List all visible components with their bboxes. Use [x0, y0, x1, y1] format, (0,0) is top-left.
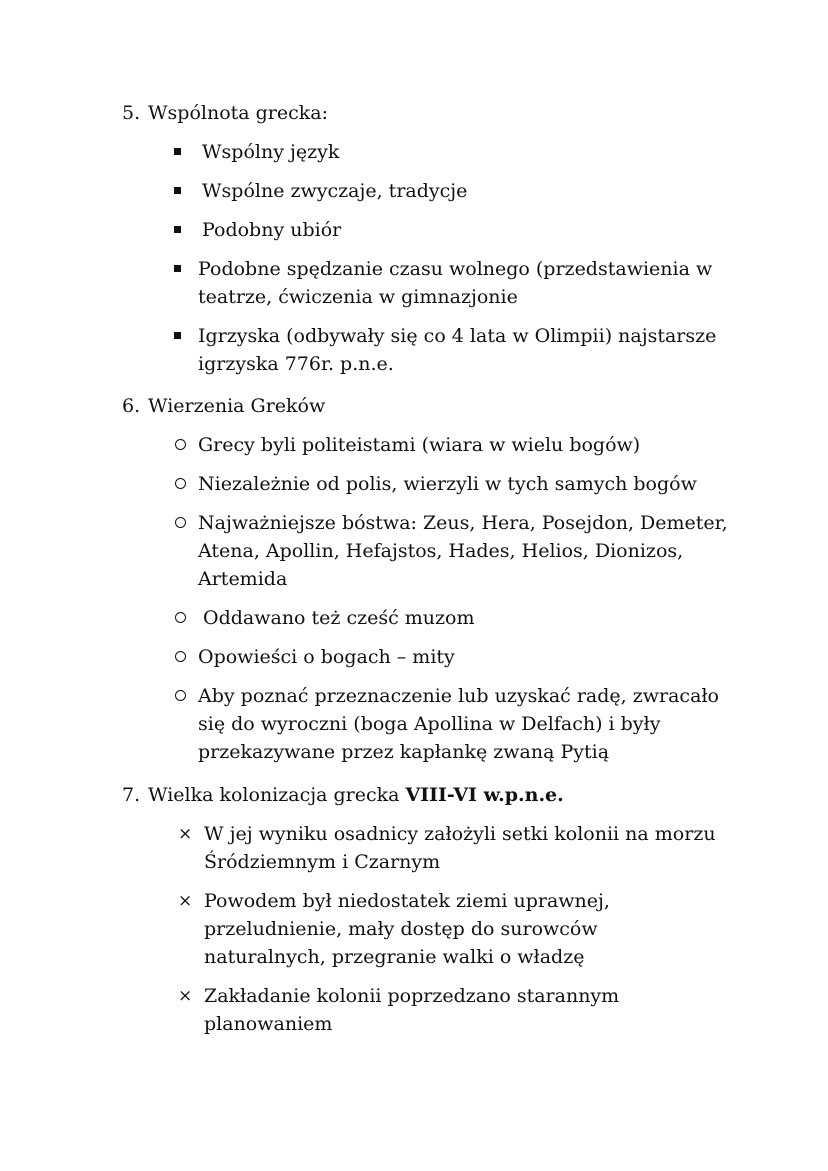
- list-item: [122, 509, 728, 593]
- section-title: Wierzenia Greków: [148, 395, 326, 417]
- section-number: 7.: [122, 784, 141, 806]
- list-item: [122, 138, 742, 166]
- circle-bullet-icon: [175, 682, 186, 710]
- bullet-list: [122, 138, 742, 378]
- square-bullet-icon: [174, 177, 181, 205]
- section-heading: [122, 781, 742, 809]
- section-title: Wspólnota grecka:: [148, 102, 329, 124]
- circle-bullet-icon: [175, 604, 186, 632]
- list-item: [122, 177, 742, 205]
- list-item: [122, 982, 634, 1038]
- cross-bullet-icon: ×: [178, 891, 193, 911]
- bullet-list: [122, 820, 742, 1038]
- cross-bullet-icon: ×: [178, 986, 193, 1006]
- list-item-text: Aby poznać przeznaczenie lub uzyskać radę, zwracało się do wyroczni (boga Apollina w Delfach) i były przekazywane przez kapłankę zwaną Pytią: [198, 685, 719, 763]
- list-item-text: Niezależnie od polis, wierzyli w tych samych bogów: [198, 473, 697, 495]
- section-heading: [122, 99, 742, 127]
- list-item-text: Podobne spędzanie czasu wolnego (przedstawienia w teatrze, ćwiczenia w gimnazjonie: [198, 258, 713, 308]
- list-item: [122, 643, 742, 671]
- list-item: [122, 431, 742, 459]
- list-item-text: Grecy byli politeistami (wiara w wielu bogów): [198, 434, 641, 456]
- list-item-text: Wspólne zwyczaje, tradycje: [202, 180, 468, 202]
- square-bullet-icon: [174, 216, 181, 244]
- square-bullet-icon: [174, 322, 181, 350]
- section-title: Wielka kolonizacja grecka: [148, 784, 400, 806]
- list-item: [122, 470, 742, 498]
- section-title-dates: VIII-VI w.p.n.e.: [405, 784, 564, 806]
- list-item: [122, 255, 728, 311]
- list-item-text: Igrzyska (odbywały się co 4 lata w Olimpii) najstarsze igrzyska 776r. p.n.e.: [198, 325, 717, 375]
- square-bullet-icon: [174, 138, 181, 166]
- list-item: [122, 216, 742, 244]
- square-bullet-icon: [174, 255, 181, 283]
- list-item: [122, 322, 728, 378]
- section-7: [122, 781, 742, 1038]
- list-item: [122, 682, 728, 766]
- list-item-text: Oddawano też cześć muzom: [203, 607, 475, 629]
- list-item: [122, 604, 742, 632]
- list-item-text: Zakładanie kolonii poprzedzano starannym planowaniem: [204, 985, 620, 1035]
- cross-bullet-icon: ×: [178, 824, 193, 844]
- section-number: 5.: [122, 102, 141, 124]
- list-item: [122, 887, 724, 971]
- circle-bullet-icon: [175, 643, 186, 671]
- bullet-list: [122, 431, 742, 766]
- circle-bullet-icon: [175, 509, 186, 537]
- list-item-text: Wspólny język: [202, 141, 340, 163]
- section-heading: [122, 392, 742, 420]
- list-item: [122, 820, 724, 876]
- list-item-text: Podobny ubiór: [202, 219, 342, 241]
- list-item-text: Powodem był niedostatek ziemi uprawnej, przeludnienie, mały dostęp do surowców naturalnych, przegranie walki o władzę: [204, 890, 610, 968]
- section-6: [122, 392, 742, 766]
- list-item-text: Opowieści o bogach – mity: [198, 646, 455, 668]
- list-item-text: Najważniejsze bóstwa: Zeus, Hera, Posejdon, Demeter, Atena, Apollin, Hefajstos, Hades, Helios, Dionizos, Artemida: [198, 512, 728, 590]
- section-number: 6.: [122, 395, 141, 417]
- list-item-text: W jej wyniku osadnicy założyli setki kolonii na morzu Śródziemnym i Czarnym: [204, 823, 716, 873]
- circle-bullet-icon: [175, 470, 186, 498]
- section-5: [122, 99, 742, 378]
- circle-bullet-icon: [175, 431, 186, 459]
